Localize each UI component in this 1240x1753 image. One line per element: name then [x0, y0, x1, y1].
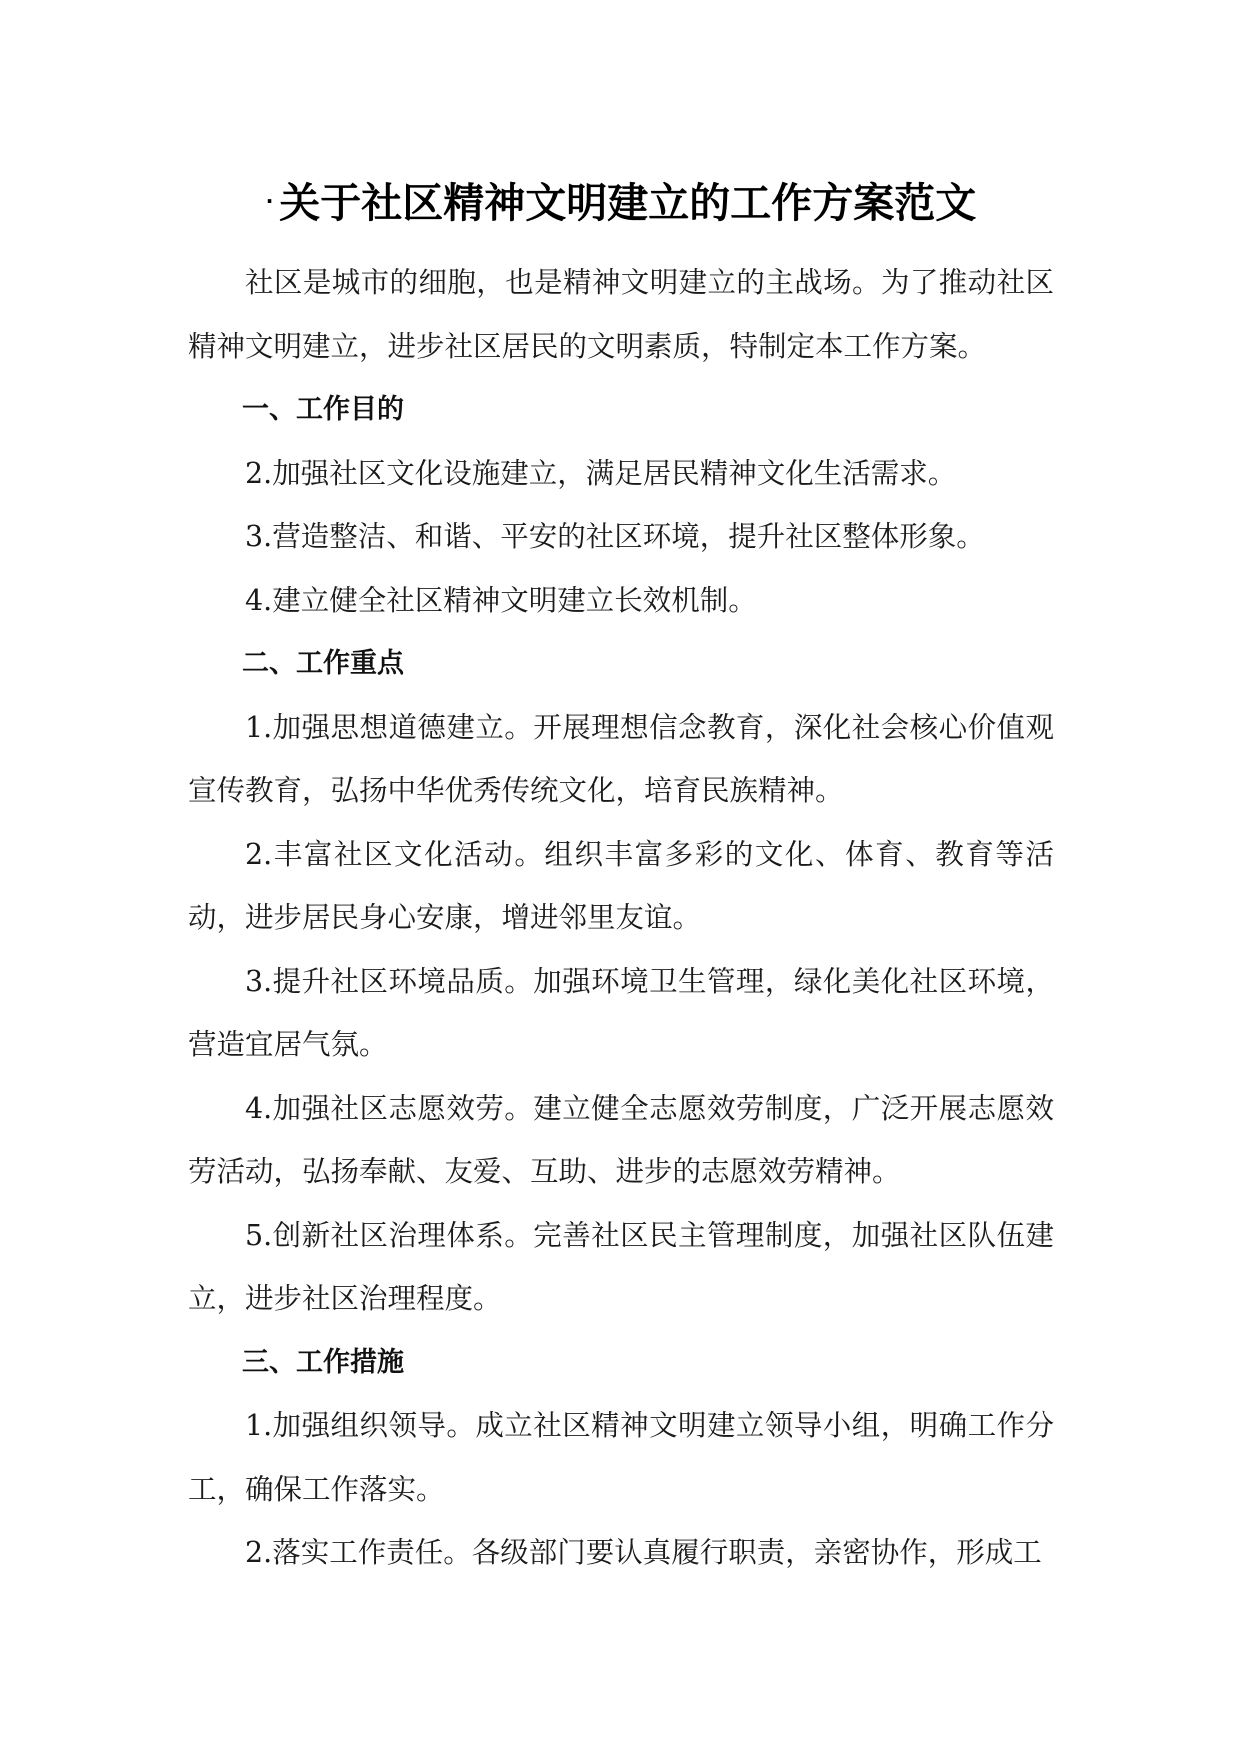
- section-heading-goals: 一、工作目的: [242, 394, 404, 425]
- section-heading-measures: 三、工作措施: [242, 1346, 404, 1378]
- list-item: 1.加强思想道德建立。开展理想信念教育，深化社会核心价值观宣传教育，弘扬中华优秀传统文化，培育民族精神。: [188, 710, 1054, 807]
- list-item: 5.创新社区治理体系。完善社区民主管理制度，加强社区队伍建立，进步社区治理程度。: [188, 1218, 1054, 1315]
- title-text: 关于社区精神文明建立的工作方案范文: [279, 179, 977, 227]
- list-item: 3.提升社区环境品质。加强环境卫生管理，绿化美化社区环境，营造宜居气氛。: [188, 964, 1054, 1061]
- section-heading-focus: 二、工作重点: [242, 648, 404, 679]
- list-item: 2.丰富社区文化活动。组织丰富多彩的文化、体育、教育等活动，进步居民身心安康，增进邻里友谊。: [188, 837, 1054, 934]
- list-item: 2.落实工作责任。各级部门要认真履行职责，亲密协作，形成工: [245, 1536, 1042, 1569]
- intro-paragraph: 社区是城市的细胞，也是精神文明建立的主战场。为了推动社区精神文明建立，进步社区居民的文明素质，特制定本工作方案。: [188, 266, 1054, 363]
- list-item: 2.加强社区文化设施建立，满足居民精神文化生活需求。: [245, 456, 957, 490]
- title-marker: ·: [265, 189, 274, 213]
- list-item: 1.加强组织领导。成立社区精神文明建立领导小组，明确工作分工，确保工作落实。: [188, 1409, 1054, 1506]
- list-item: 3.营造整洁、和谐、平安的社区环境，提升社区整体形象。: [245, 520, 985, 553]
- list-item: 4.建立健全社区精神文明建立长效机制。: [245, 583, 757, 617]
- document-title: [188, 177, 1054, 229]
- document-body: [188, 251, 1054, 1585]
- list-item: 4.加强社区志愿效劳。建立健全志愿效劳制度，广泛开展志愿效劳活动，弘扬奉献、友爱、互助、进步的志愿效劳精神。: [188, 1091, 1054, 1188]
